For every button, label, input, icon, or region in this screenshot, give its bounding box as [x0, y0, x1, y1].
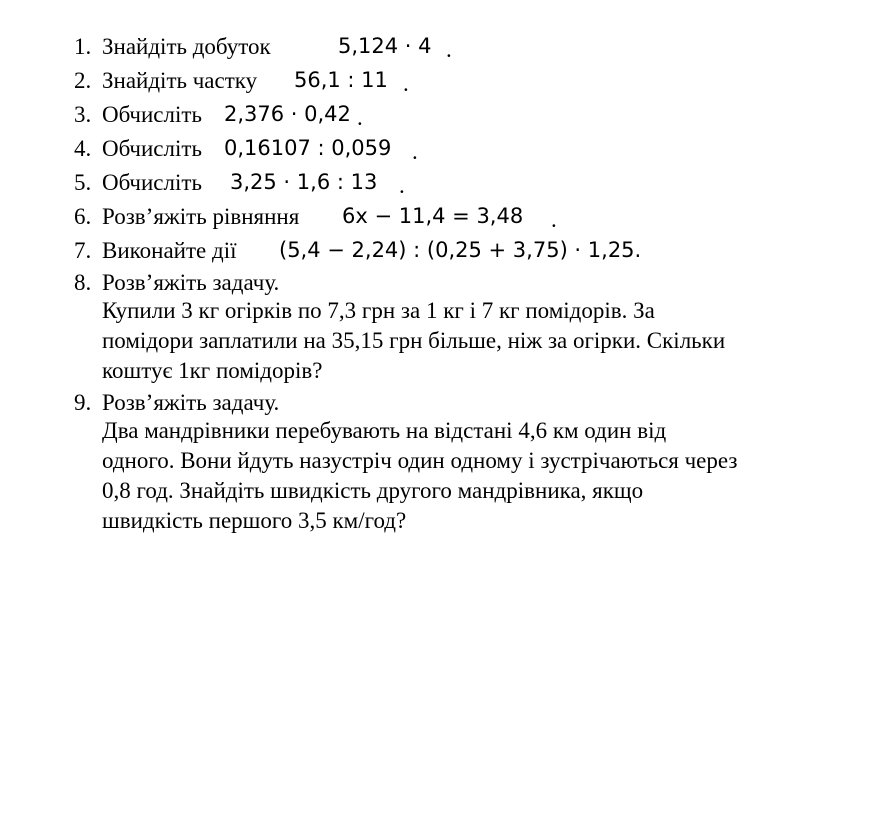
task-label: Розв’яжіть рівняння [102, 204, 300, 229]
task-label: Обчисліть [102, 170, 202, 195]
task-label: Виконайте дії [102, 238, 237, 263]
task-9-line: Два мандрівники перебувають на відстані 4,6 км один від [102, 418, 667, 443]
task-item-2 [74, 64, 864, 98]
task-item-6 [74, 200, 864, 234]
expression-period: . [399, 173, 405, 198]
math-expression: (5,4 − 2,24) : (0,25 + 3,75) · 1,25. [279, 238, 642, 262]
expression-period: . [403, 71, 409, 96]
task-number: 1. [74, 34, 92, 59]
task-8-line: помідори заплатили на 35,15 грн більше, ніж за огірки. Скільки [102, 328, 726, 353]
task-number: 5. [74, 170, 92, 195]
task-label: Обчисліть [102, 102, 202, 127]
task-8-text [74, 296, 864, 386]
math-expression: 5,124 · 4 [338, 34, 432, 58]
expression-period: . [412, 139, 418, 164]
task-8-line: Купили 3 кг огірків по 7,3 грн за 1 кг і 7 кг помідорів. За [102, 298, 655, 323]
task-9-line: швидкість першого 3,5 км/год? [102, 508, 407, 533]
math-expression: 6x − 11,4 = 3,48 [342, 204, 524, 228]
task-item-9 [74, 388, 864, 418]
math-expression: 3,25 · 1,6 : 13 [230, 170, 378, 194]
task-number: 7. [74, 238, 92, 263]
task-number: 4. [74, 136, 92, 161]
task-item-4 [74, 132, 864, 166]
task-number: 9. [74, 390, 92, 415]
expression-period: . [446, 37, 452, 62]
math-expression: 56,1 : 11 [294, 68, 388, 92]
expression-period: . [357, 105, 363, 130]
task-number: 8. [74, 270, 92, 295]
task-number: 3. [74, 102, 92, 127]
task-number: 2. [74, 68, 92, 93]
task-item-5 [74, 166, 864, 200]
task-list [74, 30, 864, 538]
task-9-line: одного. Вони йдуть назустріч один одному і зустрічаються через [102, 448, 738, 473]
task-9-text [74, 416, 864, 536]
task-label: Розв’яжіть задачу. [102, 270, 280, 295]
math-expression: 0,16107 : 0,059 [224, 136, 392, 160]
task-item-8 [74, 268, 864, 298]
task-label: Розв’яжіть задачу. [102, 390, 280, 415]
task-8-line: коштує 1кг помідорів? [102, 358, 323, 383]
task-9-line: 0,8 год. Знайдіть швидкість другого мандрівника, якщо [102, 478, 644, 503]
task-label: Обчисліть [102, 136, 202, 161]
task-number: 6. [74, 204, 92, 229]
task-label: Знайдіть частку [102, 68, 258, 93]
task-item-1 [74, 30, 864, 64]
expression-period: . [551, 207, 557, 232]
task-item-3 [74, 98, 864, 132]
task-item-7 [74, 234, 864, 268]
math-expression: 2,376 · 0,42 [224, 102, 351, 126]
task-label: Знайдіть добуток [102, 34, 271, 59]
